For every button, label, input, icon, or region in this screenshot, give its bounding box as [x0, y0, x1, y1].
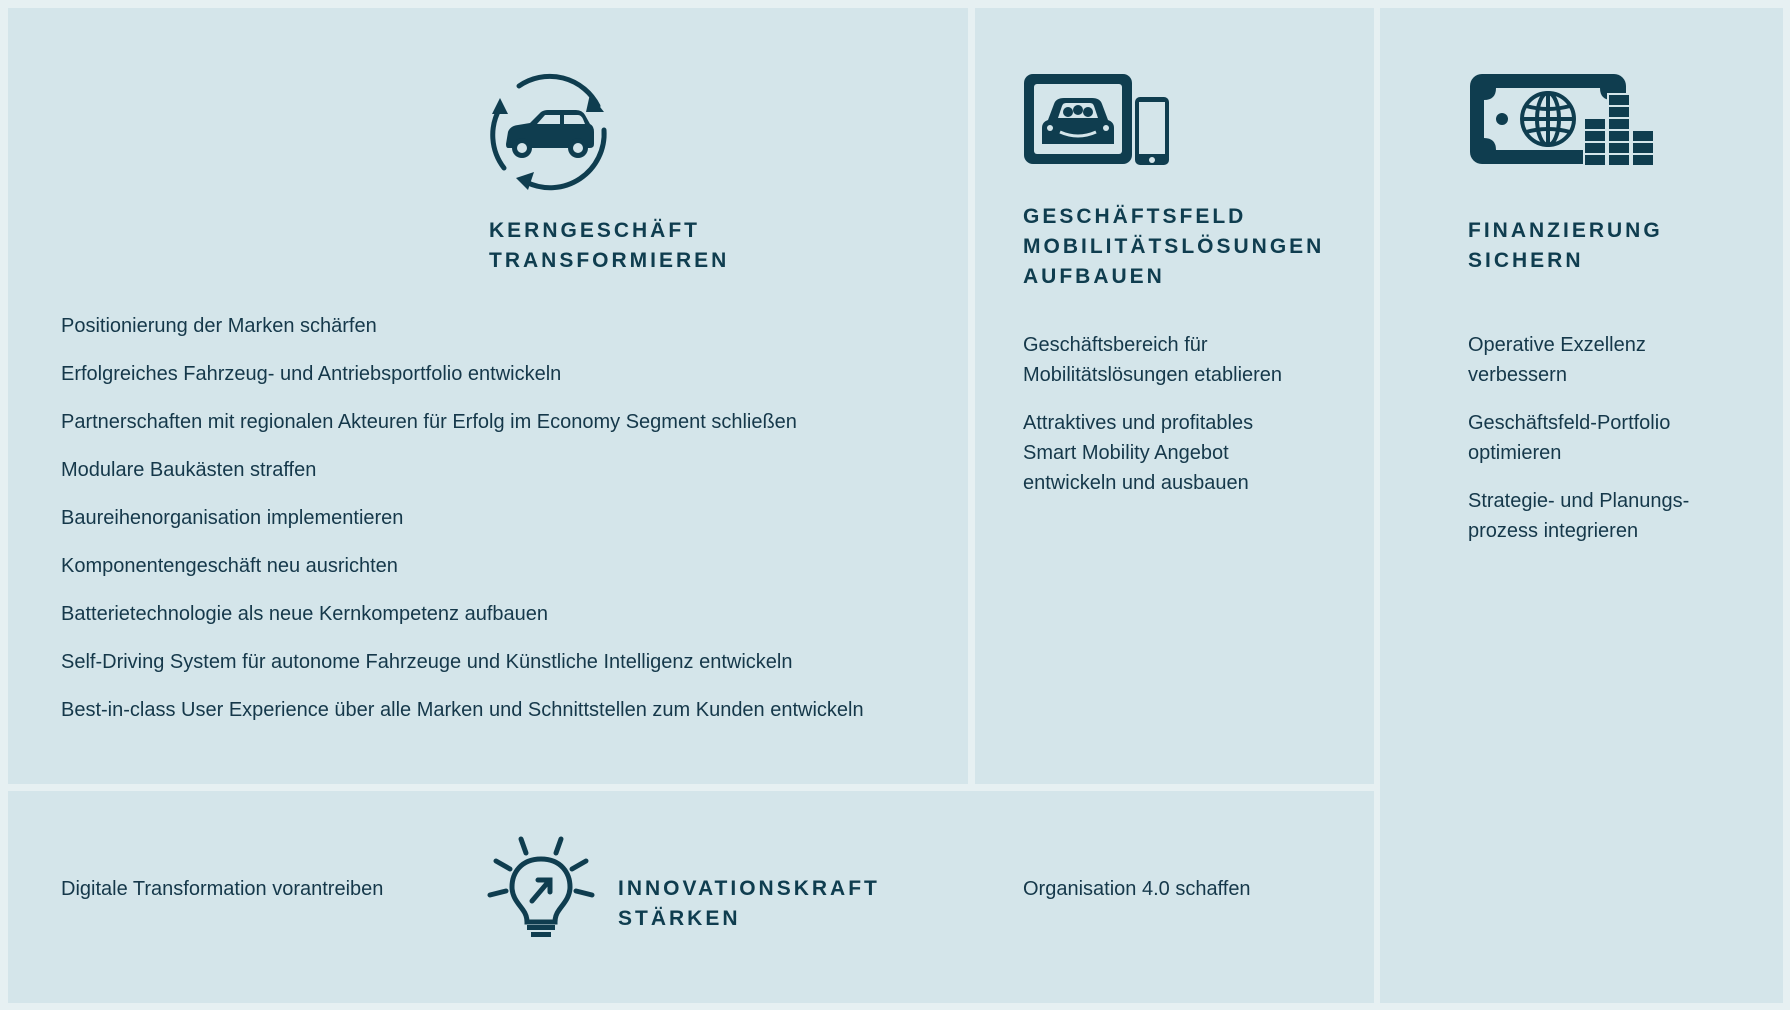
- list-item: Partnerschaften mit regionalen Akteuren für Erfolg im Economy Segment schließen: [61, 411, 797, 433]
- finance-item-3: [1468, 486, 1689, 546]
- core-measures-list: [61, 311, 864, 725]
- text-line: verbessern: [1468, 364, 1567, 386]
- car-rotation-icon: [486, 68, 612, 194]
- text-line: prozess integrieren: [1468, 520, 1639, 542]
- text-line: Geschäftsfeld-Portfolio: [1468, 412, 1671, 434]
- mobility-heading-line-1: GESCHÄFTSFELD: [1023, 205, 1247, 228]
- text-line: Geschäftsbereich für: [1023, 334, 1208, 356]
- text-line: optimieren: [1468, 442, 1562, 464]
- text-line: Strategie- und Planungs-: [1468, 490, 1690, 512]
- innovation-left-item: Digitale Transformation vorantreiben: [61, 878, 384, 900]
- list-item: Self-Driving System für autonome Fahrzeuge und Künstliche Intelligenz entwickeln: [61, 651, 793, 673]
- core-heading-line-2: TRANSFORMIEREN: [489, 249, 730, 272]
- finance-heading-line-1: FINANZIERUNG: [1468, 219, 1663, 242]
- text-line: entwickeln und ausbauen: [1023, 472, 1249, 494]
- mobility-heading-line-2: MOBILITÄTSLÖSUNGEN: [1023, 235, 1325, 258]
- core-heading-line-1: KERNGESCHÄFT: [489, 219, 701, 242]
- innovation-heading-line-2: STÄRKEN: [618, 907, 741, 930]
- innovation-heading-line-1: INNOVATIONSKRAFT: [618, 877, 880, 900]
- innovation-panel: [8, 791, 1374, 1003]
- finance-heading-line-2: SICHERN: [1468, 249, 1584, 272]
- mobility-item-1: [1023, 330, 1282, 390]
- mobility-panel: [975, 8, 1374, 784]
- rideshare-phone-icon: [1022, 70, 1172, 170]
- text-line: Mobilitätslösungen etablieren: [1023, 364, 1283, 386]
- lightbulb-icon: [486, 835, 596, 939]
- innovation-right-item: Organisation 4.0 schaffen: [1023, 878, 1251, 900]
- finance-item-2: [1468, 408, 1670, 468]
- mobility-item-2: [1023, 408, 1253, 498]
- finance-panel: [1380, 8, 1783, 1003]
- mobility-heading: [1023, 202, 1324, 292]
- list-item: Baureihenorganisation implementieren: [61, 507, 404, 529]
- list-item: Modulare Baukästen straffen: [61, 459, 317, 481]
- list-item: Komponentengeschäft neu ausrichten: [61, 555, 398, 577]
- finance-item-1: [1468, 330, 1646, 390]
- list-item: Batterietechnologie als neue Kernkompetenz aufbauen: [61, 603, 549, 625]
- core-business-panel: [8, 8, 968, 784]
- innovation-heading: [618, 874, 880, 934]
- finance-heading: [1468, 216, 1663, 276]
- text-line: Operative Exzellenz: [1468, 334, 1646, 356]
- money-globe-icon: [1468, 70, 1662, 170]
- list-item: Erfolgreiches Fahrzeug- und Antriebsportfolio entwickeln: [61, 363, 562, 385]
- list-item: Best-in-class User Experience über alle Marken und Schnittstellen zum Kunden entwickeln: [61, 699, 864, 721]
- mobility-heading-line-3: AUFBAUEN: [1023, 265, 1165, 288]
- text-line: Attraktives und profitables: [1023, 412, 1254, 434]
- list-item: Positionierung der Marken schärfen: [61, 315, 377, 337]
- core-heading: [489, 216, 729, 276]
- text-line: Smart Mobility Angebot: [1023, 442, 1229, 464]
